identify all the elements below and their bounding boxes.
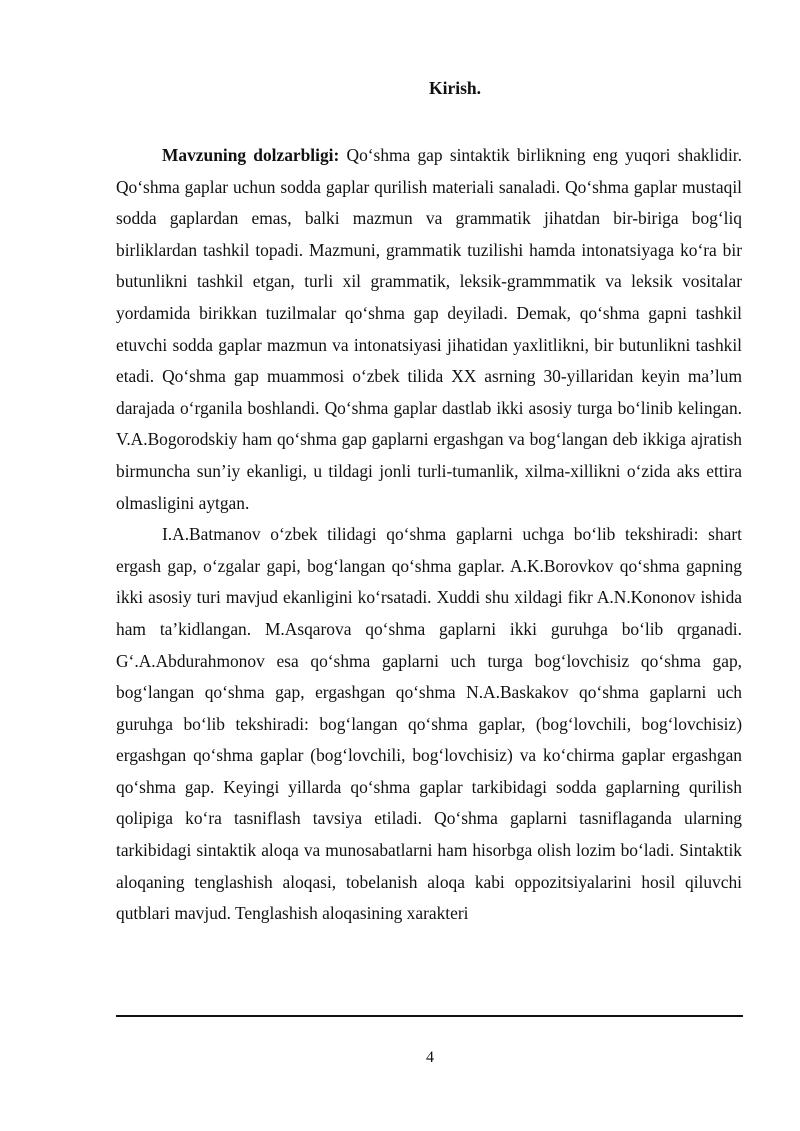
paragraph-relevance	[116, 140, 742, 519]
document-body	[116, 140, 742, 930]
paragraph-classification: I.A.Batmanov o‘zbek tilidagi qo‘shma gaplarni uchga bo‘lib tekshiradi: shart ergash gap, o‘zgalar gapi, bog‘langan qo‘shma gaplar. A.K.Borovkov qo‘shma gapning ikki asosiy turi mavjud ekanligini ko‘rsatadi. Xuddi shu xildagi fikr A.N.Kononov ishida ham ta’kidlangan. M.Asqarova qo‘shma gaplarni ikki guruhga bo‘lib qrganadi. G‘.A.Abdurahmonov esa qo‘shma gaplarni uch turga bog‘lovchisiz qo‘shma gap, bog‘langan qo‘shma gap, ergashgan qo‘shma N.A.Baskakov qo‘shma gaplarni uch guruhga bo‘lib tekshiradi: bog‘langan qo‘shma gaplar, (bog‘lovchili, bog‘lovchisiz) ergashgan qo‘shma gaplar (bog‘lovchili, bog‘lovchisiz) va ko‘chirma gaplar ergashgan qo‘shma gap. Keyingi yillarda qo‘shma gaplar tarkibidagi sodda gaplarning qurilish qolipiga ko‘ra tasniflash tavsiya etiladi. Qo‘shma gaplarni tasniflaganda ularning tarkibidagi sintaktik aloqa va munosabatlarni ham hisorbga olish lozim bo‘ladi. Sintaktik aloqaning tenglashish aloqasi, tobelanish aloqa kabi oppozitsiyalarini hosil qiluvchi qutblari mavjud. Tenglashish aloqasining xarakteri	[116, 524, 742, 924]
page-title: Kirish.	[428, 78, 482, 98]
footer-divider	[116, 1015, 743, 1017]
page-number: 4	[426, 1049, 434, 1066]
paragraph-text: Qo‘shma gap sintaktik birlikning eng yuqori shaklidir. Qo‘shma gaplar uchun sodda gaplar qurilish materiali sanaladi. Qo‘shma gaplar mustaqil sodda gaplardan emas, balki mazmun va grammatik jihatdan bir-biriga bog‘liq birliklardan tashkil topadi. Mazmuni, grammatik tuzilishi hamda intonatsiyaga ko‘ra bir butunlikni tashkil etgan, turli xil grammatik, leksik-grammmatik va leksik vositalar yordamida birikkan tuzilmalar qo‘shma gap deyiladi. Demak, qo‘shma gapni tashkil etuvchi sodda gaplar mazmun va intonatsiyasi jihatidan yaxlitlikni, bir butunlikni tashkil etadi. Qo‘shma gap muammosi o‘zbek tilida XX asrning 30-yillaridan keyin ma’lum darajada o‘rganila boshlandi. Qo‘shma gaplar dastlab ikki asosiy turga bo‘linib kelingan. V.A.Bogorodskiy ham qo‘shma gap gaplarni ergashgan va bog‘langan deb ikkiga ajratish birmuncha sun’iy ekanligi, u tildagi jonli turli-tumanlik, xilma-xillikni o‘zida aks ettira olmasligini aytgan.	[116, 145, 742, 513]
section-lead: Mavzuning dolzarbligi:	[162, 145, 340, 165]
